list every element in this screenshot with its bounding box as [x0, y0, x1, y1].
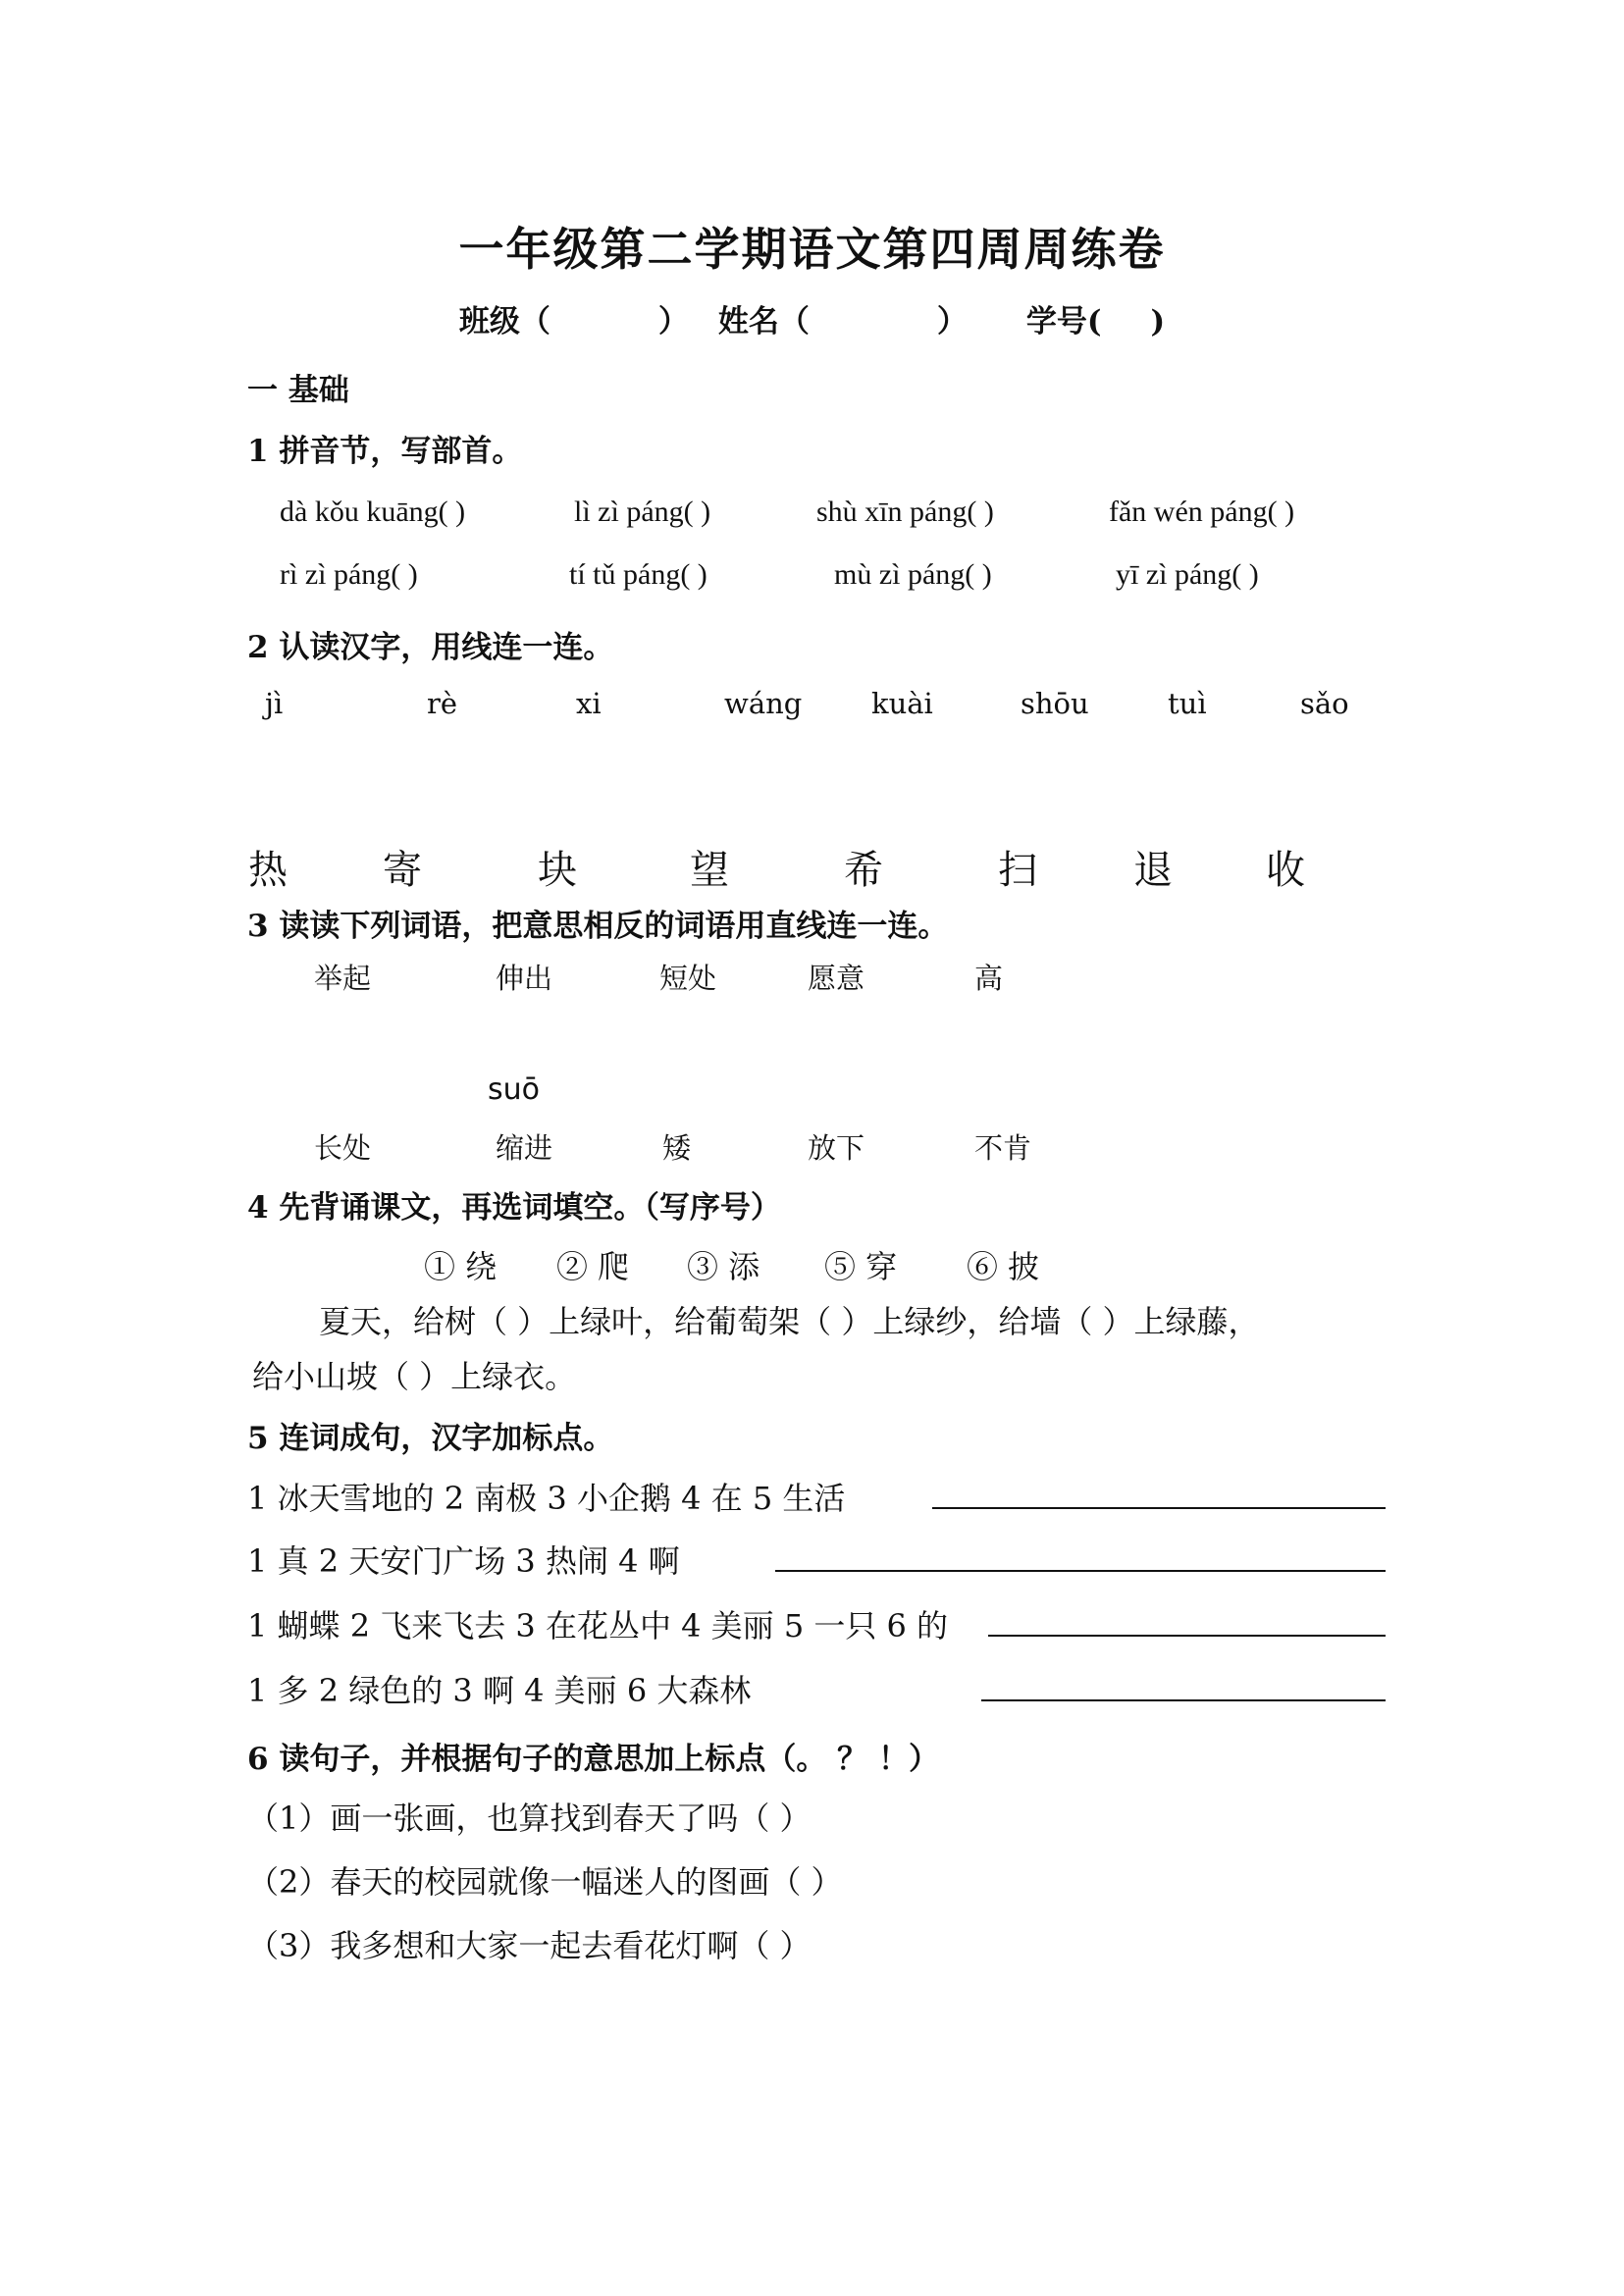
hanzi-char: 退	[1133, 848, 1173, 893]
q6-heading: 6 读句子，并根据句子的意思加上标点（。 ？ ！）	[247, 1742, 939, 1777]
id-close: )	[1150, 304, 1166, 339]
class-close: ）	[657, 304, 689, 339]
q5-heading: 5 连词成句，汉字加标点。	[247, 1421, 614, 1456]
hanzi-char: 望	[690, 848, 729, 893]
hanzi-char: 收	[1266, 848, 1305, 893]
hanzi-char: 希	[844, 848, 883, 893]
answer-line[interactable]	[775, 1570, 1386, 1572]
q1-heading: 1 拼音节，写部首。	[247, 434, 523, 469]
option: ① 绕	[424, 1248, 498, 1285]
word: 短处	[659, 962, 717, 995]
q1-item: tí tǔ páng( )	[569, 558, 707, 591]
q1-item: dà kǒu kuāng( )	[280, 496, 466, 528]
pinyin-label: rè	[427, 687, 458, 720]
q3-heading: 3 读读下列词语，把意思相反的词语用直线连一连。	[247, 909, 949, 944]
page-title: 一年级第二学期语文第四周周练卷	[458, 223, 1166, 276]
q4-heading: 4 先背诵课文，再选词填空。（写序号）	[247, 1190, 781, 1226]
q6-item-2: （2）春天的校园就像一幅迷人的图画（ ）	[247, 1863, 843, 1901]
q6-item-3: （3）我多想和大家一起去看花灯啊（ ）	[247, 1927, 812, 1964]
q5-item-3: 1 蝴蝶 2 飞来飞去 3 在花丛中 4 美丽 5 一只 6 的	[247, 1607, 949, 1644]
answer-line[interactable]	[932, 1507, 1386, 1509]
q1-item: rì zì páng( )	[280, 558, 418, 591]
q5-item-2: 1 真 2 天安门广场 3 热闹 4 啊	[247, 1542, 680, 1580]
class-label: 班级（	[458, 304, 550, 339]
option: ② 爬	[556, 1248, 630, 1285]
name-close: ）	[936, 304, 968, 339]
pinyin-annotation: suō	[488, 1072, 540, 1107]
word: 愿意	[808, 962, 865, 995]
q4-sentence-2: 给小山坡（ ）上绿衣。	[252, 1358, 577, 1395]
option: ⑤ 穿	[824, 1248, 898, 1285]
q1-item: mù zì páng( )	[834, 558, 992, 591]
pinyin-label: kuài	[871, 687, 933, 720]
pinyin-label: jì	[265, 687, 284, 720]
hanzi-char: 寄	[383, 848, 422, 893]
answer-line[interactable]	[981, 1699, 1386, 1701]
pinyin-label: shōu	[1021, 687, 1089, 720]
hanzi-char: 热	[248, 848, 288, 893]
q1-item: yī zì páng( )	[1116, 558, 1259, 591]
word: 举起	[314, 962, 372, 995]
word: 放下	[808, 1131, 865, 1165]
q1-item: fǎn wén páng( )	[1109, 496, 1295, 528]
q2-heading: 2 认读汉字，用线连一连。	[247, 630, 614, 665]
id-label: 学号(	[1025, 304, 1102, 339]
answer-line[interactable]	[988, 1635, 1386, 1637]
q5-item-4: 1 多 2 绿色的 3 啊 4 美丽 6 大森林	[247, 1672, 752, 1709]
word: 缩进	[496, 1131, 553, 1165]
word: 伸出	[496, 962, 553, 995]
student-info-line	[0, 296, 1624, 340]
name-label: 姓名（	[717, 304, 810, 339]
hanzi-char: 扫	[998, 848, 1037, 893]
word: 不肯	[974, 1131, 1032, 1165]
q6-item-1: （1）画一张画，也算找到春天了吗（ ）	[247, 1800, 812, 1837]
q1-item: lì zì páng( )	[574, 496, 711, 528]
hanzi-char: 块	[538, 848, 577, 893]
q5-item-1: 1 冰天雪地的 2 南极 3 小企鹅 4 在 5 生活	[247, 1480, 846, 1517]
pinyin-label: tuì	[1168, 687, 1207, 720]
pinyin-label: wáng	[724, 687, 803, 720]
word: 矮	[662, 1131, 692, 1165]
option: ⑥ 披	[967, 1248, 1040, 1285]
word: 高	[974, 962, 1004, 995]
q1-item: shù xīn páng( )	[816, 496, 994, 528]
word: 长处	[314, 1131, 372, 1165]
q4-sentence-1: 夏天，给树（ ）上绿叶，给葡萄架（ ）上绿纱，给墙（ ）上绿藤，	[319, 1303, 1260, 1340]
pinyin-label: xi	[576, 687, 602, 720]
option: ③ 添	[687, 1248, 760, 1285]
section-1-heading: 一 基础	[247, 373, 349, 408]
pinyin-label: sǎo	[1300, 687, 1349, 720]
